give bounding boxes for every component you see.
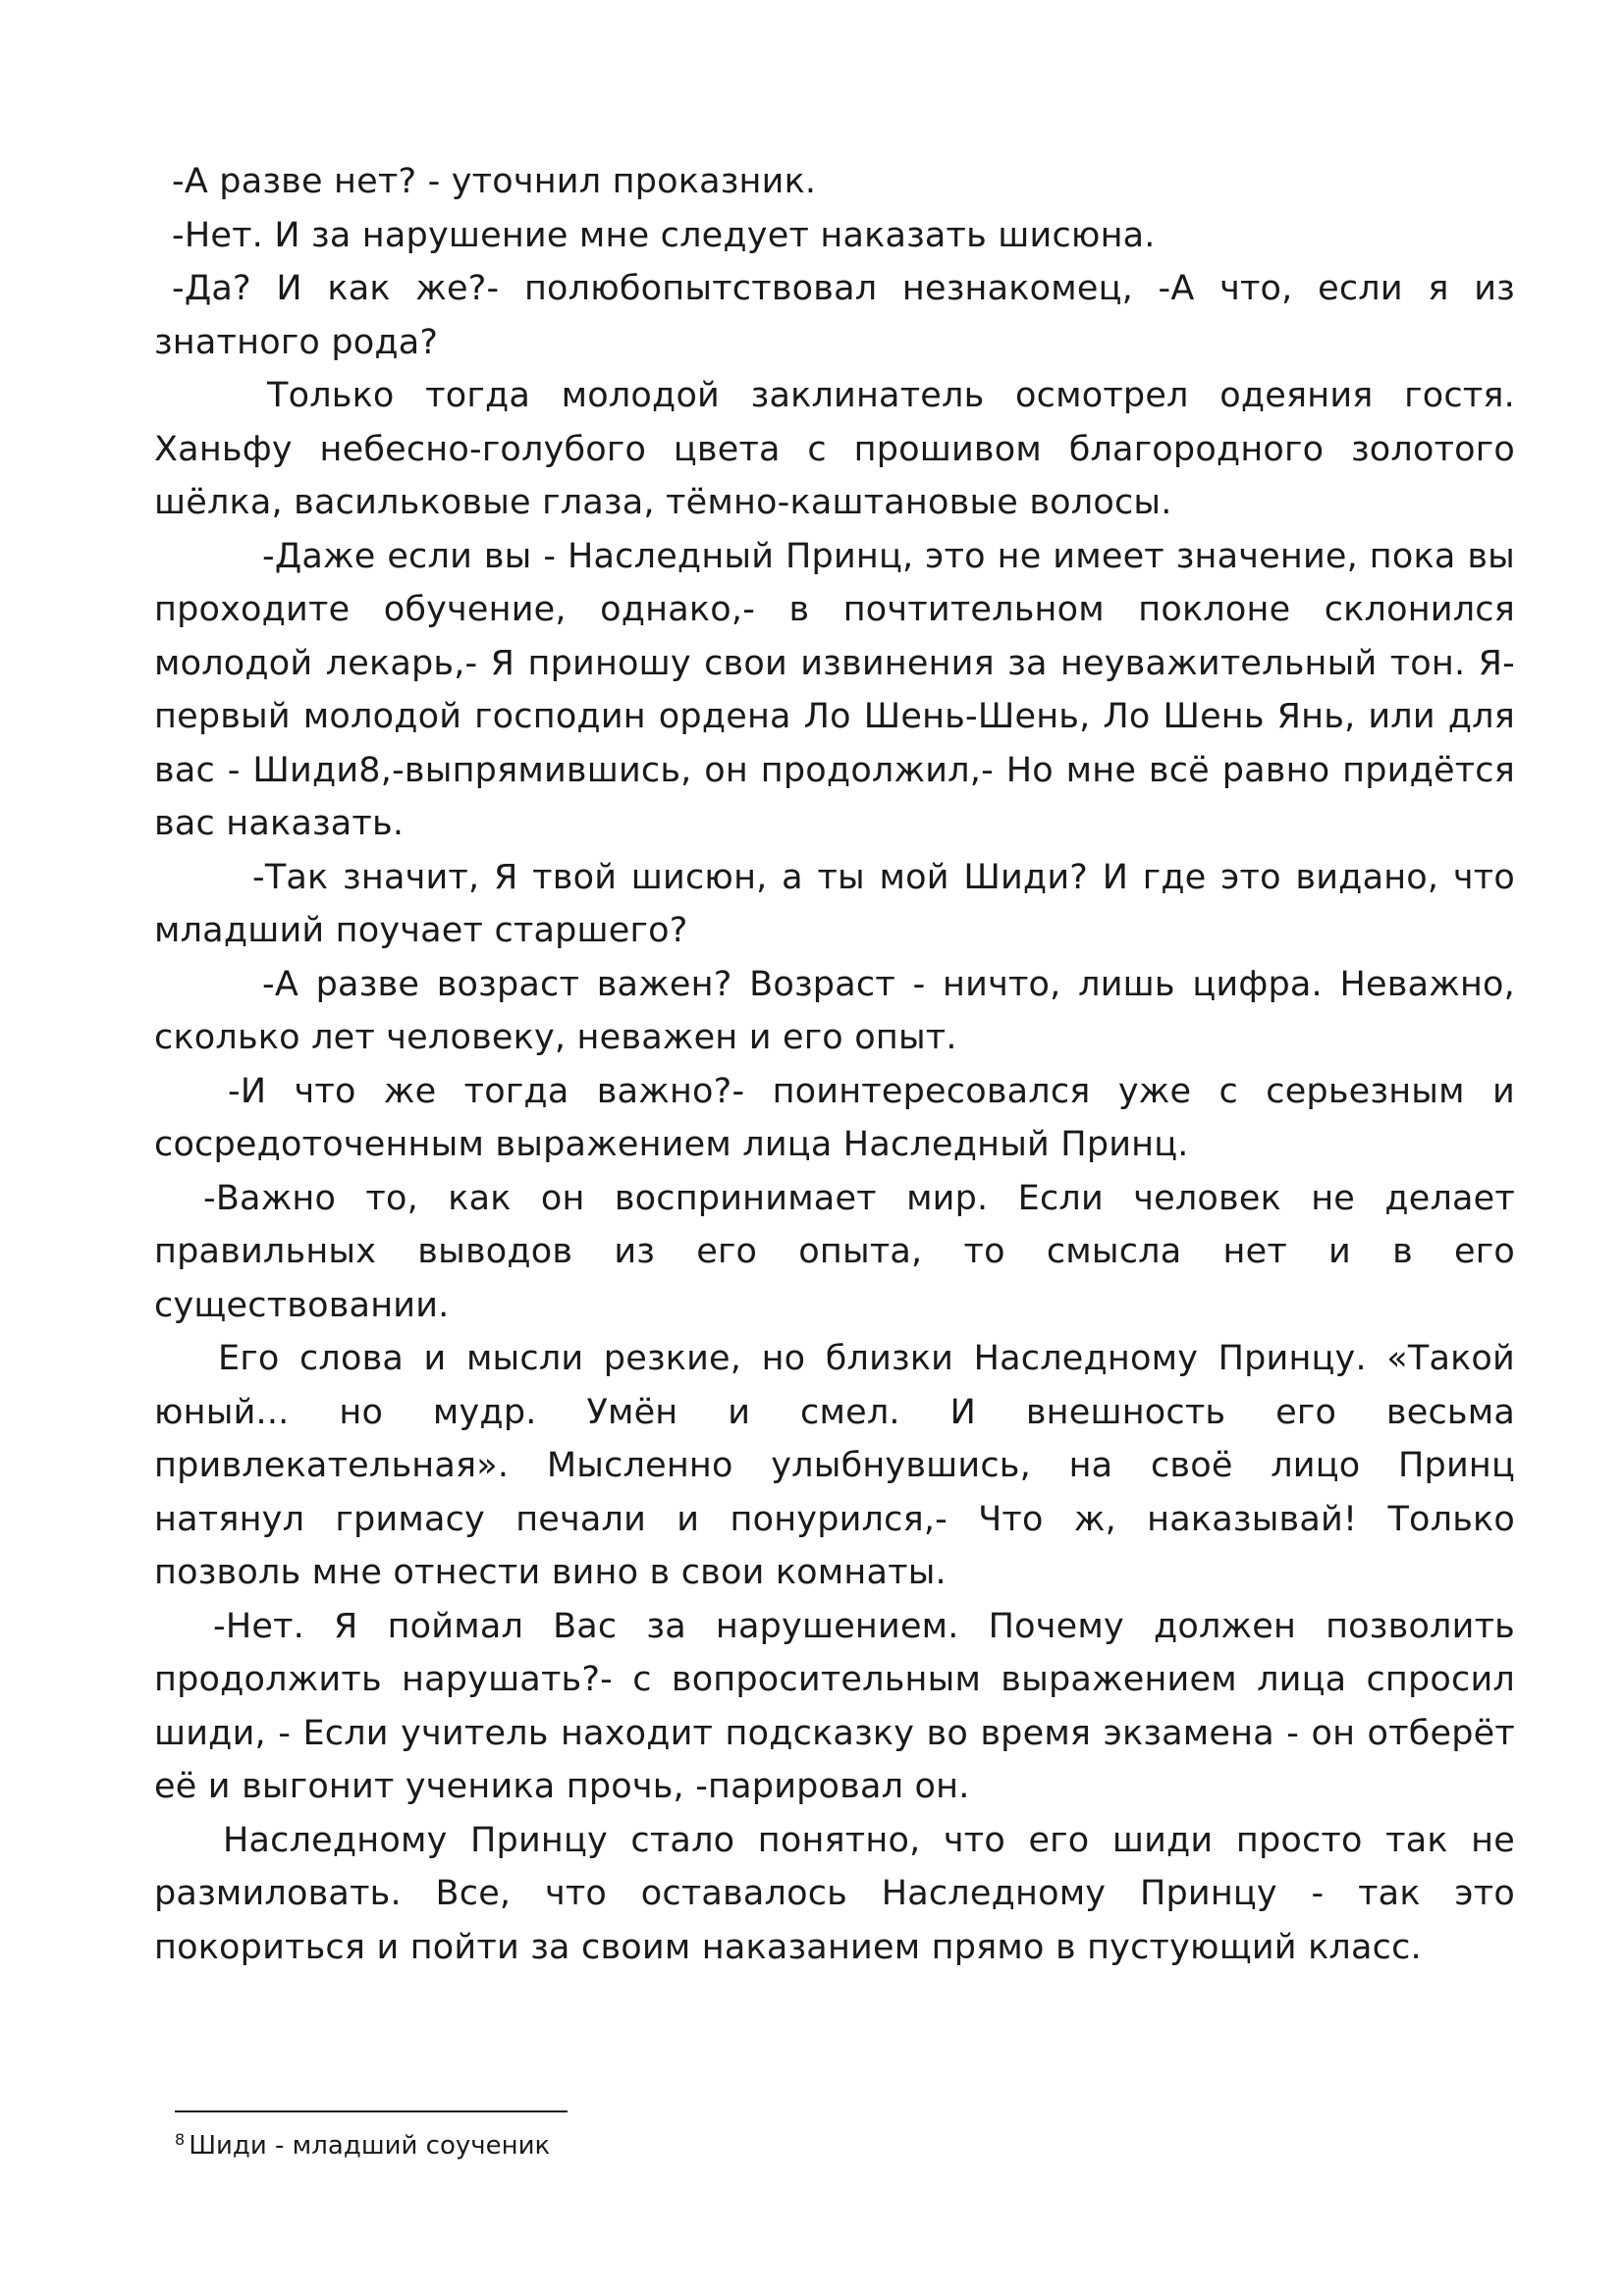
- paragraph-12: Наследному Принцу стало понятно, что его шиди просто так не размиловать. Все, что оставалось Наследному Принцу - так это покориться и пойти за своим наказанием прямо в пустующий класс.: [154, 1820, 1515, 1967]
- footnote-text: Шиди - младший соученик: [189, 2131, 551, 2161]
- paragraph-4: Только тогда молодой заклинатель осмотрел одеяния гостя. Ханьфу небесно-голубого цвета с прошивом благородного золотого шёлка, васильковые глаза, тёмно-каштановые волосы.: [154, 376, 1515, 522]
- paragraph-3: -Да? И как же?- полюбопытствовал незнакомец, -А что, если я из знатного рода?: [154, 269, 1515, 362]
- paragraph-8: -И что же тогда важно?- поинтересовался уже с серьезным и сосредоточенным выражением лица Наследный Принц.: [154, 1071, 1515, 1164]
- paragraph-1: -А разве нет? - уточнил проказник.: [172, 162, 817, 201]
- paragraph-11: -Нет. Я поймал Вас за нарушением. Почему должен позволить продолжить нарушать?- с вопросительным выражением лица спросил шиди, - Если учитель находит подсказку во время экзамена - он отберёт её и выгонит ученика прочь, -парировал он.: [154, 1606, 1515, 1806]
- footnote: [175, 2123, 550, 2163]
- footnote-marker: 8: [175, 2130, 186, 2149]
- footnote-separator: [175, 2110, 568, 2112]
- paragraph-10: Его слова и мысли резкие, но близки Наследному Принцу. «Такой юный... но мудр. Умён и смел. И внешность его весьма привлекательная». Мысленно улыбнувшись, на своё лицо Принц натянул гримасу печали и понурился,- Что ж, наказывай! Только позволь мне отнести вино в свои комнаты.: [154, 1339, 1515, 1592]
- paragraph-5: -Даже если вы - Наследный Принц, это не имеет значение, пока вы проходите обучение, однако,- в почтительном поклоне склонился молодой лекарь,- Я приношу свои извинения за неуважительный тон. Я- первый молодой господин ордена Ло Шень-Шень, Ло Шень Янь, или для вас - Шиди8,-выпрямившись, он продолжил,- Но мне всё равно придётся вас наказать.: [154, 536, 1515, 843]
- paragraph-6: -Так значит, Я твой шисюн, а ты мой Шиди? И где это видано, что младший поучает старшего?: [154, 857, 1515, 950]
- paragraph-2: -Нет. И за нарушение мне следует наказать шисюна.: [172, 215, 1156, 255]
- paragraph-9: -Важно то, как он воспринимает мир. Если человек не делает правильных выводов из его опыта, то смысла нет и в его существовании.: [154, 1178, 1515, 1325]
- paragraph-7: -А разве возраст важен? Возраст - ничто, лишь цифра. Неважно, сколько лет человеку, неважен и его опыт.: [154, 964, 1515, 1057]
- body-text: [154, 155, 1515, 1974]
